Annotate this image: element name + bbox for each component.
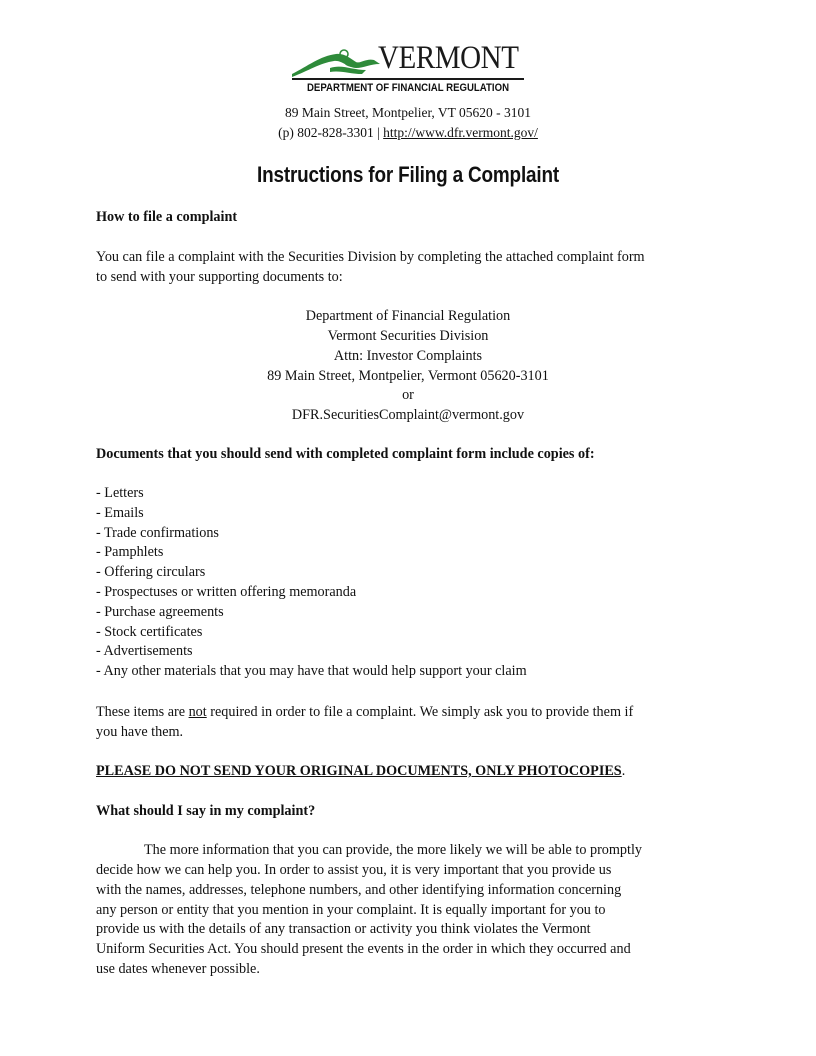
documents-list <box>96 484 527 682</box>
photocopies-warning <box>96 762 625 782</box>
body-line: any person or entity that you mention in your complaint. It is equally important for you to <box>96 902 606 918</box>
complaint-email: DFR.SecuritiesComplaint@vermont.gov <box>291 407 525 423</box>
note-text: These items are <box>96 704 189 720</box>
header-phone: (p) 802-828-3301 | <box>278 125 384 140</box>
warning-period: . <box>621 763 626 779</box>
note-text: required in order to file a complaint. We simply ask you to provide them if <box>206 704 634 720</box>
list-item: - Trade confirmations <box>96 524 219 541</box>
intro-paragraph-line-1: You can file a complaint with the Securities Division by completing the attached complaint form <box>96 249 645 265</box>
website-link[interactable]: http://www.dfr.vermont.gov/ <box>383 125 538 140</box>
list-item: - Pamphlets <box>96 544 164 561</box>
note-line-2: you have them. <box>96 724 184 740</box>
header-contact <box>0 125 816 141</box>
body-line: Uniform Securities Act. You should present the events in the order in which they occurred and <box>96 941 631 957</box>
documents-heading: Documents that you should send with completed complaint form include copies of: <box>96 446 595 462</box>
vermont-dfr-logo <box>290 40 526 100</box>
mailing-line: Attn: Investor Complaints <box>333 348 483 364</box>
list-item: - Any other materials that you may have that would help support your claim <box>96 663 527 680</box>
logo-rule <box>292 78 524 80</box>
section-heading-how-to-file: How to file a complaint <box>96 209 238 225</box>
list-item: - Advertisements <box>96 643 193 660</box>
list-item: - Offering circulars <box>96 564 206 581</box>
warning-text: PLEASE DO NOT SEND YOUR ORIGINAL DOCUMENTS, ONLY PHOTOCOPIES <box>96 763 622 779</box>
intro-paragraph-line-2: to send with your supporting documents to: <box>96 269 343 285</box>
list-item: - Emails <box>96 504 144 521</box>
body-line: with the names, addresses, telephone numbers, and other identifying information concerning <box>96 882 622 898</box>
list-item: - Prospectuses or written offering memoranda <box>96 583 357 600</box>
mailing-line: or <box>402 387 414 403</box>
list-item: - Stock certificates <box>96 623 203 640</box>
body-line: The more information that you can provide, the more likely we will be able to promptly <box>144 842 643 858</box>
mailing-line: Vermont Securities Division <box>327 328 489 344</box>
section-heading-what-to-say: What should I say in my complaint? <box>96 803 316 819</box>
list-item: - Purchase agreements <box>96 603 224 620</box>
note-emphasis: not <box>188 704 207 720</box>
body-line: decide how we can help you. In order to assist you, it is very important that you provide us <box>96 862 612 878</box>
logo-word: VERMONT <box>378 40 519 76</box>
mailing-line: Department of Financial Regulation <box>305 308 511 324</box>
body-line: use dates whenever possible. <box>96 961 260 977</box>
note-line-1 <box>96 703 633 723</box>
header-address: 89 Main Street, Montpelier, VT 05620 - 3101 <box>284 105 532 120</box>
mailing-line: 89 Main Street, Montpelier, Vermont 05620-3101 <box>267 368 549 384</box>
department-name: DEPARTMENT OF FINANCIAL REGULATION <box>306 82 510 94</box>
body-line: provide us with the details of any transaction or activity you think violates the Vermont <box>96 921 591 937</box>
list-item: - Letters <box>96 485 144 501</box>
page-title: Instructions for Filing a Complaint <box>257 162 559 187</box>
